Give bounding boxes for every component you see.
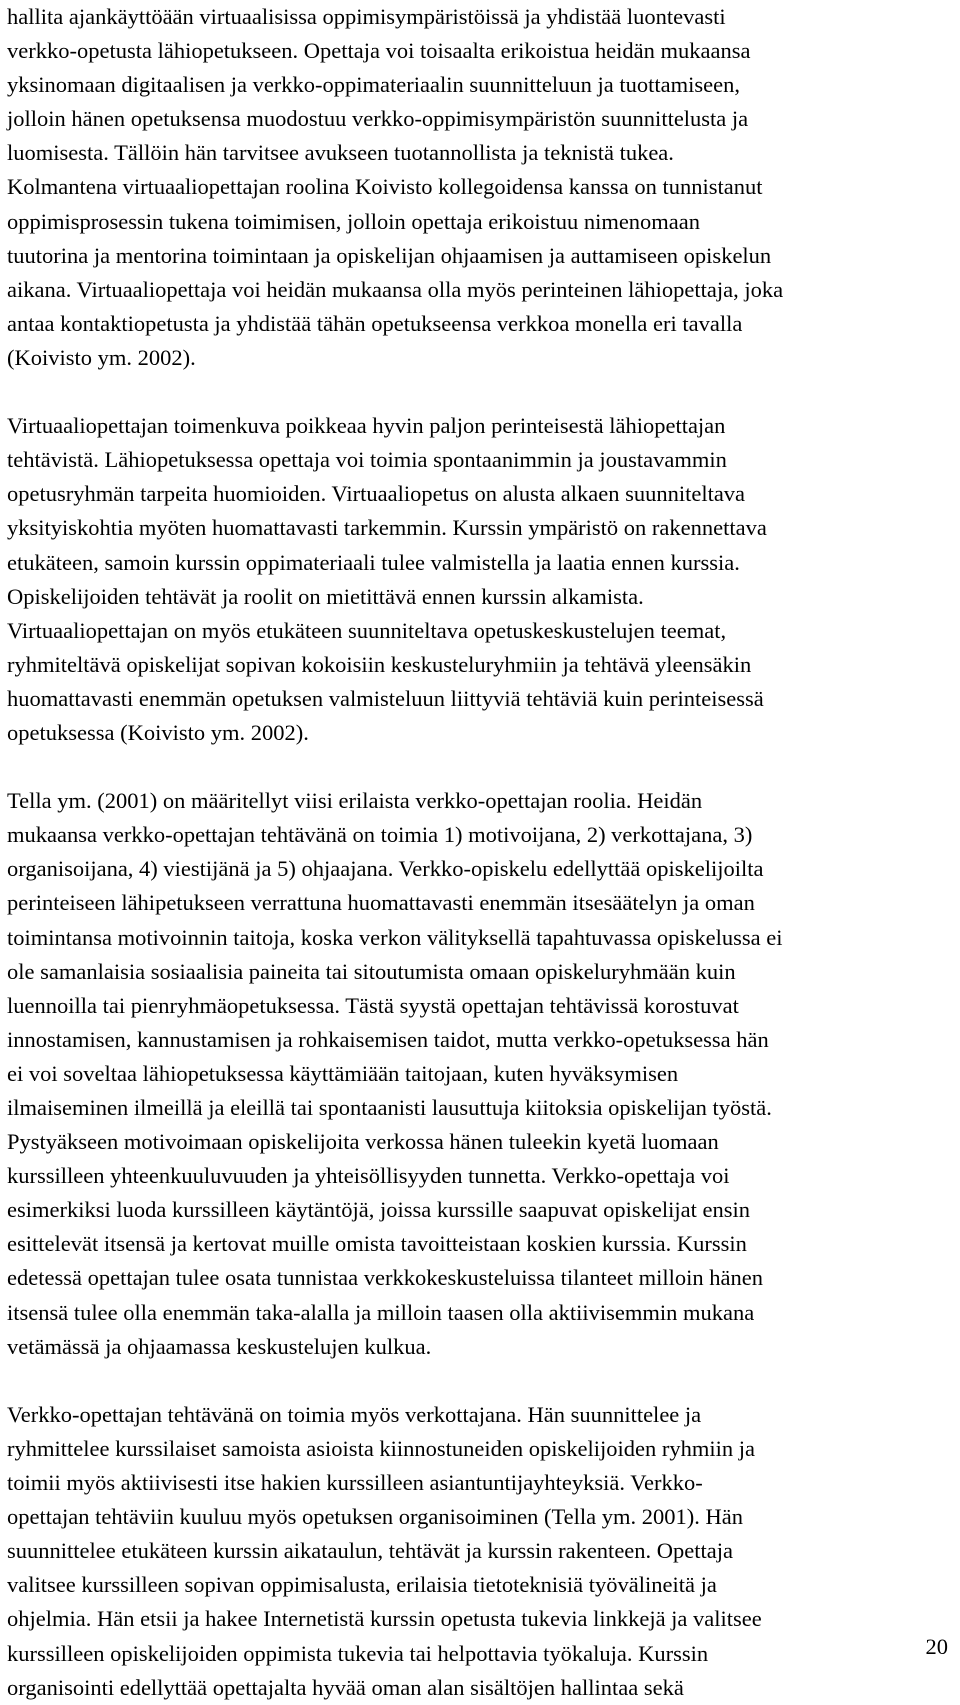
text-line: huomattavasti enemmän opetuksen valmisteluun liittyviä tehtäviä kuin perinteisessä bbox=[7, 685, 764, 711]
text-line: esimerkiksi luoda kurssilleen käytäntöjä, joissa kurssille saapuvat opiskelijat ensin bbox=[7, 1197, 750, 1223]
text-line: antaa kontaktiopetusta ja yhdistää tähän opetukseensa verkkoa monella eri tavalla bbox=[7, 310, 743, 336]
text-line: valitsee kurssilleen sopivan oppimisalusta, erilaisia tietoteknisiä työvälineitä ja bbox=[7, 1572, 717, 1598]
text-line: hallita ajankäyttöään virtuaalisissa oppimisympäristöissä ja yhdistää luontevasti bbox=[7, 4, 726, 29]
text-line: ei voi soveltaa lähiopetuksessa käyttämiään taitojaan, kuten hyväksymisen bbox=[7, 1060, 679, 1086]
text-line: itsensä tulee olla enemmän taka-alalla ja milloin taasen olla aktiivisemmin mukana bbox=[7, 1299, 755, 1325]
text-line: Pystyäkseen motivoimaan opiskelijoita verkossa hänen tuleekin kyetä luomaan bbox=[7, 1129, 719, 1155]
text-line: ohjelmia. Hän etsii ja hakee Internetistä kurssin opetusta tukevia linkkejä ja valitsee bbox=[7, 1606, 762, 1632]
text-line: Virtuaaliopettajan toimenkuva poikkeaa hyvin paljon perinteisestä lähiopettajan bbox=[7, 413, 726, 439]
text-line: yksinomaan digitaalisen ja verkko-oppimateriaalin suunnitteluun ja tuottamiseen, bbox=[7, 72, 740, 98]
text-line: ryhmiteltävä opiskelijat sopivan kokoisiin keskusteluryhmiin ja tehtävä yleensäkin bbox=[7, 651, 752, 677]
text-line: innostamisen, kannustamisen ja rohkaisemisen taidot, mutta verkko-opetuksessa hän bbox=[7, 1026, 769, 1052]
text-line: edetessä opettajan tulee osata tunnistaa verkkokeskusteluissa tilanteet milloin hänen bbox=[7, 1265, 764, 1291]
text-line: mukaansa verkko-opettajan tehtävänä on toimia 1) motivoijana, 2) verkottajana, 3) bbox=[7, 822, 753, 848]
text-line: tuutorina ja mentorina toimintaan ja opiskelijan ohjaamisen ja auttamiseen opiskelun bbox=[7, 242, 772, 268]
text-line: perinteiseen lähipetukseen verrattuna huomattavasti enemmän itsesäätelyn ja oman bbox=[7, 890, 755, 916]
text-line: tehtävistä. Lähiopetuksessa opettaja voi toimia spontaanimmin ja joustavammin bbox=[7, 447, 727, 473]
text-line: ryhmittelee kurssilaiset samoista asioista kiinnostuneiden opiskelijoiden ryhmiin ja bbox=[7, 1435, 756, 1461]
text-line: etukäteen, samoin kurssin oppimateriaali tulee valmistella ja laatia ennen kurssia. bbox=[7, 549, 740, 575]
text-line: kurssilleen opiskelijoiden oppimista tukevia tai helpottavia työkaluja. Kurssin bbox=[7, 1640, 709, 1666]
paragraph-gap bbox=[7, 750, 920, 784]
text-line: Kolmantena virtuaaliopettajan roolina Koivisto kollegoidensa kanssa on tunnistanut bbox=[7, 174, 763, 200]
text-line: luomisesta. Tällöin hän tarvitsee avukseen tuotannollista ja teknistä tukea. bbox=[7, 140, 674, 166]
text-line: Verkko-opettajan tehtävänä on toimia myös verkottajana. Hän suunnittelee ja bbox=[7, 1401, 702, 1427]
text-line: toimii myös aktiivisesti itse hakien kurssilleen asiantuntijayhteyksiä. Verkko- bbox=[7, 1470, 703, 1496]
text-line: vetämässä ja ohjaamassa keskustelujen kulkua. bbox=[7, 1333, 432, 1359]
text-line: aikana. Virtuaaliopettaja voi heidän mukaansa olla myös perinteinen lähiopettaja, joka bbox=[7, 276, 784, 302]
paragraph bbox=[7, 409, 920, 750]
text-line: opetuksessa (Koivisto ym. 2002). bbox=[7, 719, 309, 745]
text-line: organisointi edellyttää opettajalta hyvää oman alan sisältöjen hallintaa sekä bbox=[7, 1674, 684, 1700]
text-line: esittelevät itsensä ja kertovat muille omista tavoitteistaan koskien kurssia. Kurssin bbox=[7, 1231, 747, 1257]
text-line: verkko-opetusta lähiopetukseen. Opettaja voi toisaalta erikoistua heidän mukaansa bbox=[7, 38, 751, 64]
text-line: opettajan tehtäviin kuuluu myös opetuksen organisoiminen (Tella ym. 2001). Hän bbox=[7, 1504, 743, 1530]
text-line: Tella ym. (2001) on määritellyt viisi erilaista verkko-opettajan roolia. Heidän bbox=[7, 788, 703, 814]
paragraph bbox=[7, 784, 920, 1364]
text-line: Virtuaaliopettajan on myös etukäteen suunniteltava opetuskeskustelujen teemat, bbox=[7, 617, 727, 643]
paragraph bbox=[7, 0, 920, 375]
page-number: 20 bbox=[925, 1634, 948, 1659]
text-line: toimintansa motivoinnin taitoja, koska verkon välityksellä tapahtuvassa opiskelussa ei bbox=[7, 924, 783, 950]
text-line: luennoilla tai pienryhmäopetuksessa. Tästä syystä opettajan tehtävissä korostuvat bbox=[7, 992, 739, 1018]
text-line: suunnittelee etukäteen kurssin aikataulun, tehtävät ja kurssin rakenteen. Opettaja bbox=[7, 1538, 733, 1564]
text-line: ilmaiseminen ilmeillä ja eleillä tai spontaanisti lausuttuja kiitoksia opiskelijan työstä. bbox=[7, 1095, 772, 1120]
text-line: (Koivisto ym. 2002). bbox=[7, 344, 196, 370]
text-line: oppimisprosessin tukena toimimisen, jolloin opettaja erikoistuu nimenomaan bbox=[7, 208, 701, 234]
text-line: kurssilleen yhteenkuuluvuuden ja yhteisöllisyyden tunnetta. Verkko-opettaja voi bbox=[7, 1163, 730, 1189]
text-line: yksityiskohtia myöten huomattavasti tarkemmin. Kurssin ympäristö on rakennettava bbox=[7, 515, 767, 541]
text-line: Opiskelijoiden tehtävät ja roolit on mietittävä ennen kurssin alkamista. bbox=[7, 583, 644, 609]
paragraph-gap bbox=[7, 1364, 920, 1398]
text-line: ole samanlaisia sosiaalisia paineita tai sitoutumista omaan opiskeluryhmään kuin bbox=[7, 958, 736, 984]
paragraph bbox=[7, 1398, 920, 1705]
paragraph-gap bbox=[7, 375, 920, 409]
text-line: opetusryhmän tarpeita huomioiden. Virtuaaliopetus on alusta alkaen suunniteltava bbox=[7, 481, 746, 507]
text-line: jolloin hänen opetuksensa muodostuu verkko-oppimisympäristön suunnittelusta ja bbox=[7, 106, 749, 132]
text-line: organisoijana, 4) viestijänä ja 5) ohjaajana. Verkko-opiskelu edellyttää opiskelijoilta bbox=[7, 856, 764, 882]
